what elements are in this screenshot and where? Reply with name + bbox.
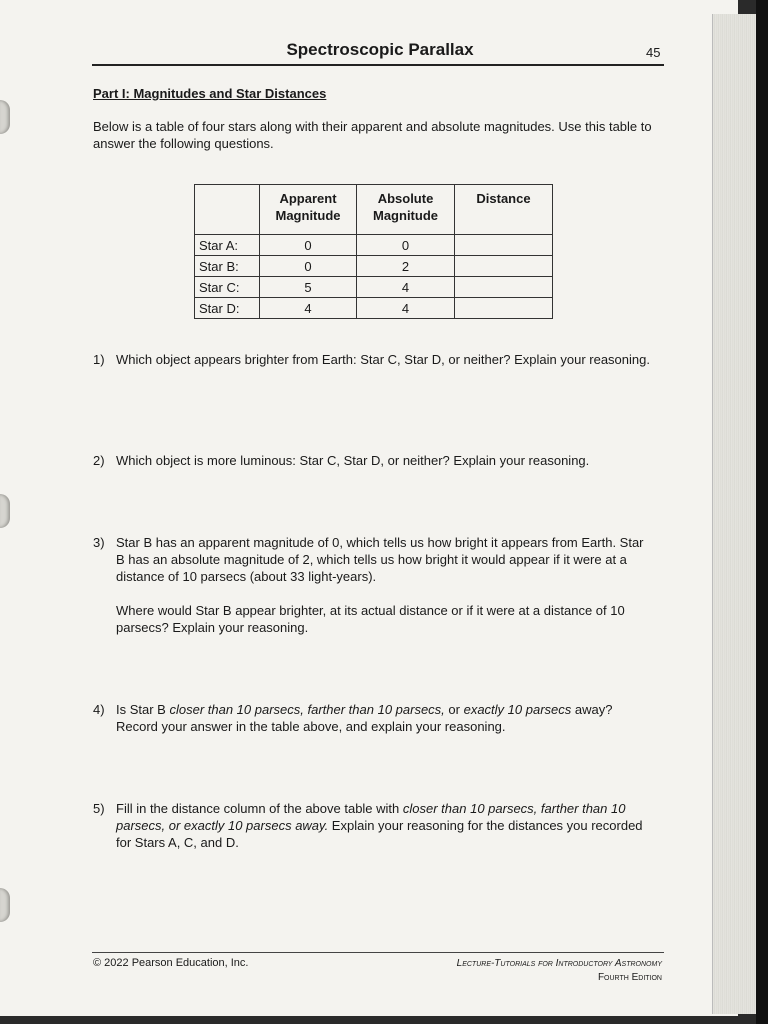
table-row bbox=[195, 298, 553, 319]
absolute-magnitude-value: 0 bbox=[357, 235, 455, 256]
star-label: Star B: bbox=[195, 256, 260, 277]
header-absolute-magnitude: Absolute Magnitude bbox=[357, 185, 455, 235]
intro-text: Below is a table of four stars along with their apparent and absolute magnitudes. Use this table to answer the following questions. bbox=[93, 119, 652, 151]
question-text bbox=[116, 800, 653, 851]
question-emphasis: closer than 10 parsecs, farther than 10 parsecs, or exactly 10 parsecs away. bbox=[116, 801, 626, 833]
page-number: 45 bbox=[646, 45, 661, 60]
copyright-notice: © 2022 Pearson Education, Inc. bbox=[93, 957, 249, 969]
header-distance: Distance bbox=[455, 185, 553, 235]
distance-answer-cell[interactable] bbox=[455, 298, 553, 319]
section-heading: Part I: Magnitudes and Star Distances bbox=[93, 86, 327, 101]
page-stack-edge bbox=[712, 14, 757, 1014]
question-text: Which object is more luminous: Star C, Star D, or neither? Explain your reasoning. bbox=[116, 453, 590, 468]
background-edge bbox=[756, 0, 768, 1024]
book-edition: Fourth Edition bbox=[597, 972, 662, 983]
table-row bbox=[195, 235, 553, 256]
distance-answer-cell[interactable] bbox=[455, 235, 553, 256]
question-2 bbox=[93, 452, 653, 469]
question-4 bbox=[93, 701, 653, 735]
question-text-part: or bbox=[444, 702, 464, 717]
star-label: Star C: bbox=[195, 277, 260, 298]
header-label-cell bbox=[195, 185, 260, 235]
table-row bbox=[195, 256, 553, 277]
question-text bbox=[116, 701, 653, 735]
star-label: Star D: bbox=[195, 298, 260, 319]
star-label: Star A: bbox=[195, 235, 260, 256]
binder-hole bbox=[0, 100, 10, 134]
distance-answer-cell[interactable] bbox=[455, 277, 553, 298]
question-5 bbox=[93, 800, 653, 851]
distance-answer-cell[interactable] bbox=[455, 256, 553, 277]
page-title: Spectroscopic Parallax bbox=[286, 40, 474, 59]
question-1 bbox=[93, 351, 653, 368]
apparent-magnitude-value: 0 bbox=[260, 256, 357, 277]
header-divider bbox=[92, 64, 664, 66]
footer-divider bbox=[92, 952, 664, 953]
question-text-part: Fill in the distance column of the above table with bbox=[116, 801, 403, 816]
book-citation bbox=[457, 957, 662, 985]
question-text: Which object appears brighter from Earth: Star C, Star D, or neither? Explain your reasoning. bbox=[116, 352, 650, 367]
binder-hole bbox=[0, 494, 10, 528]
absolute-magnitude-value: 4 bbox=[357, 277, 455, 298]
absolute-magnitude-value: 2 bbox=[357, 256, 455, 277]
question-emphasis: exactly 10 parsecs bbox=[463, 702, 572, 717]
table-header-row bbox=[195, 185, 553, 235]
header-apparent-magnitude: Apparent Magnitude bbox=[260, 185, 357, 235]
question-followup-text: Where would Star B appear brighter, at its actual distance or if it were at a distance of 10 parsecs? Explain your reasoning. bbox=[116, 603, 625, 635]
star-magnitude-table bbox=[194, 184, 553, 319]
apparent-magnitude-value: 0 bbox=[260, 235, 357, 256]
question-number: 5) bbox=[93, 801, 105, 816]
question-text-part: Explain your reasoning for the distances you recorded for Stars A, C, and D. bbox=[116, 818, 643, 850]
question-text-part: away? Record your answer in the table above, and explain your reasoning. bbox=[116, 702, 613, 734]
question-3 bbox=[93, 534, 653, 636]
question-number: 2) bbox=[93, 453, 105, 468]
question-text-part: Is Star B bbox=[116, 702, 170, 717]
question-number: 3) bbox=[93, 535, 105, 550]
apparent-magnitude-value: 5 bbox=[260, 277, 357, 298]
question-number: 1) bbox=[93, 352, 105, 367]
question-number: 4) bbox=[93, 702, 105, 717]
absolute-magnitude-value: 4 bbox=[357, 298, 455, 319]
book-title: Lecture-Tutorials for Introductory Astronomy bbox=[456, 958, 662, 969]
question-text: Star B has an apparent magnitude of 0, which tells us how bright it appears from Earth. Star B has an absolute magnitude of 2, which tells us how bright it would appear if it were at a distance of 10 parsecs (about 33 light-years). bbox=[116, 535, 644, 584]
table-row bbox=[195, 277, 553, 298]
binder-hole bbox=[0, 888, 10, 922]
question-emphasis: closer than 10 parsecs, farther than 10 parsecs, bbox=[169, 702, 445, 717]
apparent-magnitude-value: 4 bbox=[260, 298, 357, 319]
